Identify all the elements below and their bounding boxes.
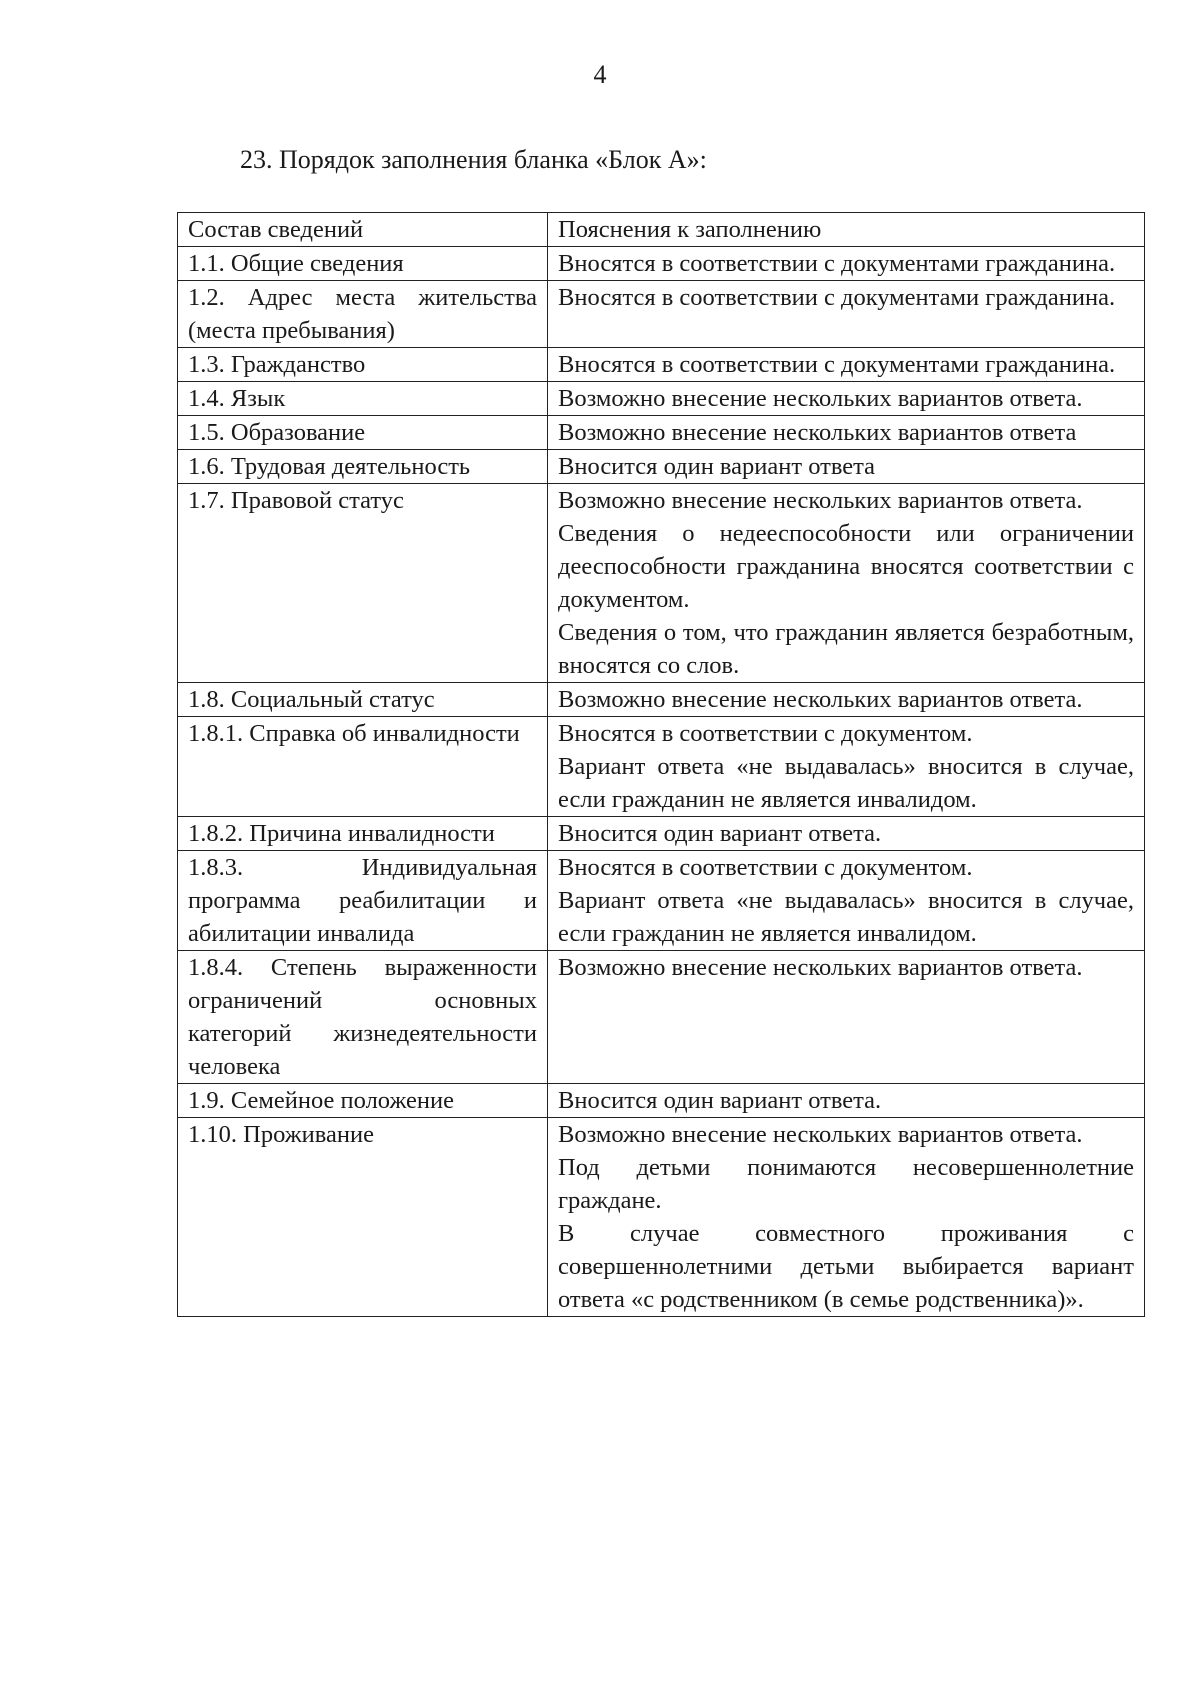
explanation-cell xyxy=(548,817,1145,851)
table-header-row xyxy=(178,213,1145,247)
explanation-paragraph: Возможно внесение нескольких вариантов ответа xyxy=(558,419,1077,446)
page-number: 4 xyxy=(593,60,607,89)
field-name-cell: 1.7. Правовой статус xyxy=(178,484,548,683)
explanation-paragraph: Возможно внесение нескольких вариантов ответа. xyxy=(558,487,1083,514)
explanation-paragraph: Возможно внесение нескольких вариантов ответа. xyxy=(558,686,1083,713)
table-row xyxy=(178,717,1145,817)
explanation-cell xyxy=(548,1084,1145,1118)
table-row xyxy=(178,1084,1145,1118)
field-name-cell: 1.8.4. Степень выраженности ограничений основных категорий жизнедеятельности человека xyxy=(178,951,548,1084)
explanation-paragraph: Вносятся в соответствии с документами гражданина. xyxy=(558,351,1116,378)
explanation-cell xyxy=(548,851,1145,951)
explanation-cell xyxy=(548,1118,1145,1317)
section-title: 23. Порядок заполнения бланка «Блок А»: xyxy=(240,145,707,174)
table-row xyxy=(178,1118,1145,1317)
table-row xyxy=(178,450,1145,484)
explanation-paragraph: Вносятся в соответствии с документами гражданина. xyxy=(558,284,1116,311)
explanation-cell xyxy=(548,450,1145,484)
explanation-cell xyxy=(548,717,1145,817)
explanation-paragraph: В случае совместного проживания с совершеннолетними детьми выбирается вариант ответа «с родственником (в семье родственника)». xyxy=(558,1220,1134,1313)
table-row xyxy=(178,484,1145,683)
explanation-paragraph: Вносится один вариант ответа. xyxy=(558,820,882,847)
field-name-cell: 1.6. Трудовая деятельность xyxy=(178,450,548,484)
explanation-paragraph: Возможно внесение нескольких вариантов ответа. xyxy=(558,1121,1083,1148)
explanation-cell xyxy=(548,951,1145,1084)
table-row xyxy=(178,247,1145,281)
explanation-paragraph: Вносятся в соответствии с документом. xyxy=(558,854,973,881)
field-name-cell: 1.9. Семейное положение xyxy=(178,1084,548,1118)
explanation-cell xyxy=(548,281,1145,348)
table-row xyxy=(178,348,1145,382)
explanation-paragraph: Возможно внесение нескольких вариантов ответа. xyxy=(558,385,1083,412)
explanation-cell xyxy=(548,348,1145,382)
explanation-paragraph: Вносятся в соответствии с документами гражданина. xyxy=(558,250,1116,277)
column-header-explanation: Пояснения к заполнению xyxy=(548,213,1145,247)
field-name-cell: 1.8.1. Справка об инвалидности xyxy=(178,717,548,817)
field-name-cell: 1.10. Проживание xyxy=(178,1118,548,1317)
explanation-paragraph: Возможно внесение нескольких вариантов ответа. xyxy=(558,954,1083,981)
explanation-paragraph: Под детьми понимаются несовершеннолетние граждане. xyxy=(558,1154,1134,1214)
field-name-cell: 1.8.3. Индивидуальная программа реабилитации и абилитации инвалида xyxy=(178,851,548,951)
field-name-cell: 1.1. Общие сведения xyxy=(178,247,548,281)
explanation-cell xyxy=(548,484,1145,683)
field-name-cell: 1.8. Социальный статус xyxy=(178,683,548,717)
field-name-cell: 1.4. Язык xyxy=(178,382,548,416)
explanation-paragraph: Вариант ответа «не выдавалась» вносится в случае, если гражданин не является инвалидом. xyxy=(558,887,1134,947)
table-row xyxy=(178,851,1145,951)
table-row xyxy=(178,683,1145,717)
explanation-paragraph: Вносится один вариант ответа xyxy=(558,453,876,480)
table-row xyxy=(178,416,1145,450)
table-row xyxy=(178,951,1145,1084)
table-row xyxy=(178,817,1145,851)
field-name-cell: 1.5. Образование xyxy=(178,416,548,450)
explanation-cell xyxy=(548,382,1145,416)
explanation-cell xyxy=(548,683,1145,717)
explanation-paragraph: Вносится один вариант ответа. xyxy=(558,1087,882,1114)
field-name-cell: 1.3. Гражданство xyxy=(178,348,548,382)
filling-order-table xyxy=(177,212,1145,1317)
explanation-cell xyxy=(548,247,1145,281)
explanation-paragraph: Сведения о недееспособности или ограничении дееспособности гражданина вносятся соответствии с документом. xyxy=(558,520,1134,613)
field-name-cell: 1.2. Адрес места жительства (места пребывания) xyxy=(178,281,548,348)
explanation-cell xyxy=(548,416,1145,450)
explanation-paragraph: Вносятся в соответствии с документом. xyxy=(558,720,973,747)
table-row xyxy=(178,281,1145,348)
explanation-paragraph: Вариант ответа «не выдавалась» вносится в случае, если гражданин не является инвалидом. xyxy=(558,753,1134,813)
field-name-cell: 1.8.2. Причина инвалидности xyxy=(178,817,548,851)
column-header-composition: Состав сведений xyxy=(178,213,548,247)
explanation-paragraph: Сведения о том, что гражданин является безработным, вносятся со слов. xyxy=(558,619,1134,679)
table-row xyxy=(178,382,1145,416)
